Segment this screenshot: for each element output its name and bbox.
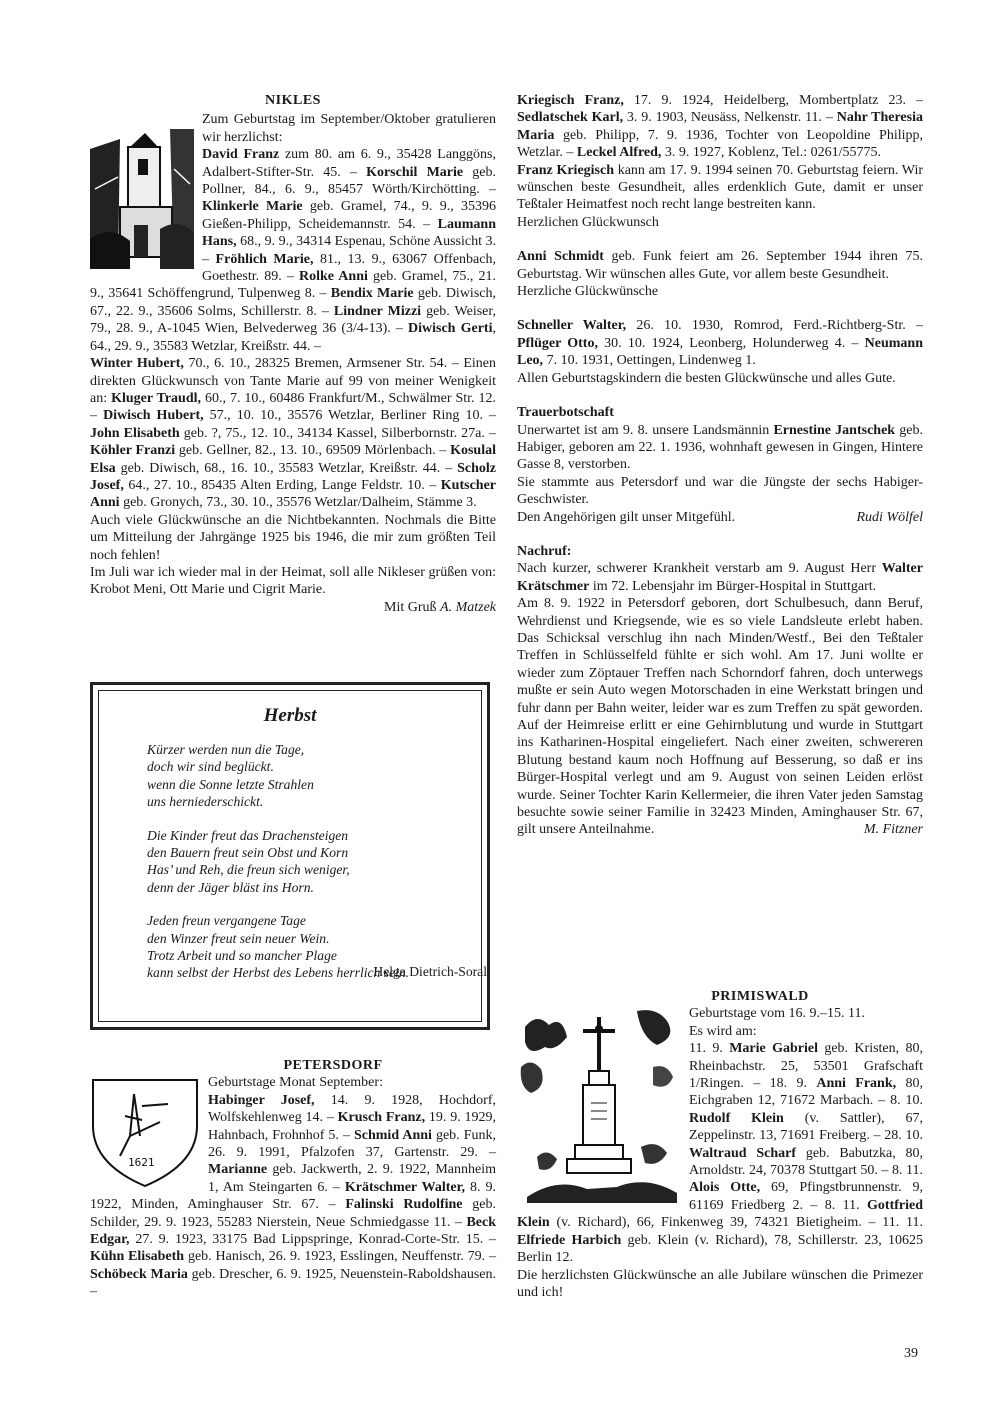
poem-line: Die Kinder freut das Drachensteigen <box>147 827 349 843</box>
right-column <box>517 92 923 839</box>
wayside-cross-illustration <box>517 1007 681 1203</box>
nachruf-text-1: Nach kurzer, schwerer Krankheit verstarb am 9. August Herr Walter Krätschmer im 72. Lebensjahr im Bürger-Hospital in Stuttgart. <box>517 561 923 594</box>
right-block-3-close: Herzliche Glückwünsche <box>517 284 659 300</box>
nachruf-text-2 <box>517 595 923 839</box>
poem-line: denn der Jäger bläst ins Horn. <box>147 879 314 895</box>
nikles-entries-2: Winter Hubert, 70., 6. 10., 28325 Bremen, Armsener Str. 54. – Einen direkten Glückwunsch von Tante Marie auf 99 von meiner Wenigkeit an: Kluger Traudl, 60., 7. 10., 60486 Frankfurt/M., Schwälmer Str. 12. – Diwisch Hubert, 57., 10. 10., 35576 Wetzlar, Berliner Ring 10. – John Elisabeth geb. ?, 75., 12. 10., 34134 Kassel, Silberbornstr. 27a. – Köhler Franzi geb. Gellner, 82., 13. 10., 69509 Mörlenbach. – Kosulal Elsa geb. Diwisch, 68., 16. 10., 35583 Wetzlar, Kreißstr. 44. – Scholz Josef, 64., 27. 10., 85435 Alten Erding, Lange Feldstr. 10. – Kutscher Anni geb. Gronych, 73., 30. 10., 35576 Wetzlar/Dalheim, Stämme 3. <box>90 356 497 511</box>
trauer-text-3: Den Angehörigen gilt unser Mitgefühl. <box>517 509 736 525</box>
right-block-4: Schneller Walter, 26. 10. 1930, Romrod, Ferd.-Richtberg-Str. – Pflüger Otto, 30. 10. 1924, Leonberg, Holunderweg 4. – Neumann Leo, 7. 10. 1931, Oettingen, Lindenweg 1. <box>517 318 924 369</box>
right-block-1: Kriegisch Franz, 17. 9. 1924, Heidelberg, Mombertplatz 23. – Sedlatschek Karl, 3. 9. 1903, Neusäss, Nelkenstr. 11. – Nahr Theresia Maria geb. Philipp, 7. 9. 1936, Tochter von Leopoldine Philipp, Wetzlar. – Leckel Alfred, 3. 9. 1927, Koblenz, Tel.: 0261/55775. <box>517 93 923 161</box>
nikles-intro: Zum Geburtstag im September/Oktober gratulieren wir herzlichst: <box>202 112 496 145</box>
poem-line: Has’ und Reh, die freun sich weniger, <box>147 862 350 878</box>
nikles-entries: David Franz zum 80. am 6. 9., 35428 Langgöns, Adalbert-Stifter-Str. 45. – Korschil Marie geb. Pollner, 84., 6. 9., 85457 Wörth/Kirchötting. – Klinkerle Marie geb. Gramel, 74., 9. 9., 35396 Gießen-Philipp, Scheidemannstr. 54. – Laumann Hans, 68., 9. 9., 34314 Espenau, Schöne Aussicht 3. – Fröhlich Marie, 81., 13. 9., 63067 Offenbach, Goethestr. 89. – Rolke Anni geb. Gramel, 75., 21. 9., 35641 Schöffengrund, Tulpenweg 8. – Bendix Marie geb. Diwisch, 67., 22. 9., 35606 Solms, Schillerstr. 8. – Lindner Mizzi geb. Weiser, 79., 28. 9., A-1045 Wien, Belvederweg 36 (3/4-13). – Diwisch Gerti, 64., 29. 9., 35583 Wetzlar, Kreißstr. 44. – <box>90 147 497 354</box>
primiswald-section <box>517 988 923 1301</box>
poem-stanza-1 <box>147 741 467 811</box>
nikles-closing-2: Im Juli war ich wieder mal in der Heimat, soll alle Nikleser grüßen von: Krobot Meni, Ott Marie und Cigrit Marie. <box>90 564 496 598</box>
poem-line: den Winzer freut sein neuer Wein. <box>147 930 330 946</box>
poem-line: Jeden freun vergangene Tage <box>147 913 306 929</box>
poem-author: Helga Dietrich-Soral <box>373 964 487 979</box>
petersdorf-intro: Geburtstage Monat September: <box>208 1075 383 1091</box>
poem-line: den Bauern freut sein Obst und Korn <box>147 845 349 861</box>
petersdorf-section <box>90 1057 496 1301</box>
poem-line: doch wir sind beglückt. <box>147 759 274 775</box>
trauer-text: Unerwartet ist am 9. 8. unsere Landsmännin Ernestine Jantschek geb. Habiger, geboren am 22. 1. 1936, wohnhaft gewesen in Gingen, Hintere Gasse 8, verstorben. <box>517 422 924 473</box>
nachruf-signature: M. Fitzner <box>863 822 923 838</box>
right-block-4-close: Allen Geburtstagskindern die besten Glückwünsche und alles Gute. <box>517 370 896 386</box>
primiswald-entries: 11. 9. Marie Gabriel geb. Kristen, 80, Rheinbachstr. 25, 53501 Grafschaft 1/Ringen. – 18. 9. Anni Frank, 80, Eichgraben 12, 71672 Marbach. – 8. 10. Rudolf Klein (v. Sattler), 67, Zeppelinstr. 13, 71691 Freiberg. – 28. 10. Waltraud Scharf geb. Babutzka, 80, Arnoldstr. 24, 70378 Stuttgart 50. – 8. 11. Alois Otte, 69, Pfingstbrunnenstr. 9, 61169 Friedberg 2. – 8. 11. Gottfried Klein (v. Richard), 66, Finkenweg 39, 74321 Bietigheim. – 11. 11. Elfriede Harbich geb. Klein (v. Richard), 78, Schillerstr. 23, 10625 Berlin 12. <box>517 1041 924 1266</box>
poem-title: Herbst <box>263 705 317 726</box>
trauer-signature: Rudi Wölfel <box>856 509 923 525</box>
petersdorf-entries: Habinger Josef, 14. 9. 1928, Hochdorf, Wolfskehlenweg 14. – Krusch Franz, 19. 9. 1929, Hahnbach, Frohnhof 5. – Schmid Anni geb. Funk, 26. 9. 1991, Pfalzofen 37, Gartenstr. 29. – Marianne geb. Jackwerth, 2. 9. 1922, Mannheim 1, Am Steingarten 6. – Krätschmer Walter, 8. 9. 1922, Minden, Aminghauser Str. 67. – Falinski Rudolfine geb. Schilder, 29. 9. 1923, 55283 Nierstein, Neue Schmiedgasse 11. – Beck Edgar, 27. 9. 1923, 33175 Bad Lippspringe, Konrad-Corte-Str. 15. – Kühn Elisabeth geb. Hanisch, 26. 9. 1923, Esslingen, Neuffenstr. 79. – Schöbeck Maria geb. Drescher, 6. 9. 1925, Neuenstein-Raboldshausen. – <box>90 1092 497 1300</box>
nikles-closing: Auch viele Glückwünsche an die Nichtbekannten. Nochmals die Bitte um Mitteilung der Jahrgänge 1925 bis 1946, die mir zum größten Teil noch fehlen! <box>90 512 496 563</box>
primiswald-title: PRIMISWALD <box>711 989 809 1004</box>
nikles-title: NIKLES <box>265 93 321 108</box>
poem-line: uns herniederschickt. <box>147 794 264 810</box>
poem-box <box>90 682 490 1030</box>
right-block-2: Franz Kriegisch kann am 17. 9. 1994 seinen 70. Geburtstag feiern. Wir wünschen beste Gesundheit, alles erdenklich Gute, damit er unser Teßtaler Heimatfest noch recht lange bestreiten kann. <box>517 162 923 213</box>
primiswald-closing: Die herzlichsten Glückwünsche an alle Jubilare wünschen die Primezer und ich! <box>517 1267 923 1300</box>
crest-year: 1621 <box>128 1156 155 1170</box>
petersdorf-title: PETERSDORF <box>283 1058 383 1073</box>
nikles-signature: A. Matzek <box>440 599 496 615</box>
right-block-3: Anni Schmidt geb. Funk feiert am 26. September 1944 ihren 75. Geburtstag. Wir wünschen alles Gute, vor allem beste Gesundheit. <box>517 249 923 282</box>
primiswald-line-1: Geburtstage vom 16. 9.–15. 11. <box>689 1006 866 1022</box>
poem-line: Kürzer werden nun die Tage, <box>147 742 305 757</box>
poem-stanza-2 <box>147 827 467 897</box>
primiswald-line-2: Es wird am: <box>689 1023 757 1039</box>
nikles-signature-line <box>90 599 496 616</box>
nachruf-heading: Nachruf: <box>517 543 572 559</box>
poem-line: wenn die Sonne letzte Strahlen <box>147 776 314 792</box>
poem-text <box>147 741 487 998</box>
trauer-heading: Trauerbotschaft <box>517 405 614 421</box>
nikles-section <box>90 92 496 616</box>
page-number: 39 <box>904 1346 918 1361</box>
nachruf-body: Am 8. 9. 1922 in Petersdorf geboren, dort Schulbesuch, dann Beruf, Wehrdienst und Kriegsende, wie es so viele Landsleute erlebt haben. Das Schicksal verschlug ihn nach Minden/Westf., Bei den Teßtaler Treffen in Schlüsselfeld fühlte er sich wohl. Am 17. Juni wollte er wieder zum Zöptauer Treffen nach Schorndorf fahren, doch unterwegs mußte er sein Auto wegen Motorschaden in eine Werkstatt bringen und fuhr dann per Bahn weiter, leider war es zum Treffen zu spät geworden. Auf der Heimreise erlitt er eine Gehirnblutung und wurde in Stuttgart ins Katharinen-Hospital eingeliefert. Nach einer zweiten, schwereren Blutung bestand kaum noch Hoffnung auf Besserung, so daß er ins Bürger-Hospital verlegt und am 9. August von seinen Leiden erlöst wurde. Seiner Tochter Karin Kellermeier, die ihren Vater jeden Samstag besuchte sowie seiner Familie in 32423 Minden, Aminghauser Str. 67, gilt unsere Anteilnahme. <box>517 596 923 838</box>
poem-line: Trotz Arbeit und so mancher Plage <box>147 948 337 964</box>
trauer-line <box>517 509 923 526</box>
trauer-text-2: Sie stammte aus Petersdorf und war die Jüngste der sechs Habiger-Geschwister. <box>517 474 923 508</box>
poem-line: kann selbst der Herbst des Lebens herrlich sein. <box>147 965 410 981</box>
petersdorf-crest <box>90 1076 200 1188</box>
nikles-greeting: Mit Gruß <box>384 599 437 615</box>
church-illustration <box>90 129 194 269</box>
right-block-2-close: Herzlichen Glückwunsch <box>517 214 659 230</box>
